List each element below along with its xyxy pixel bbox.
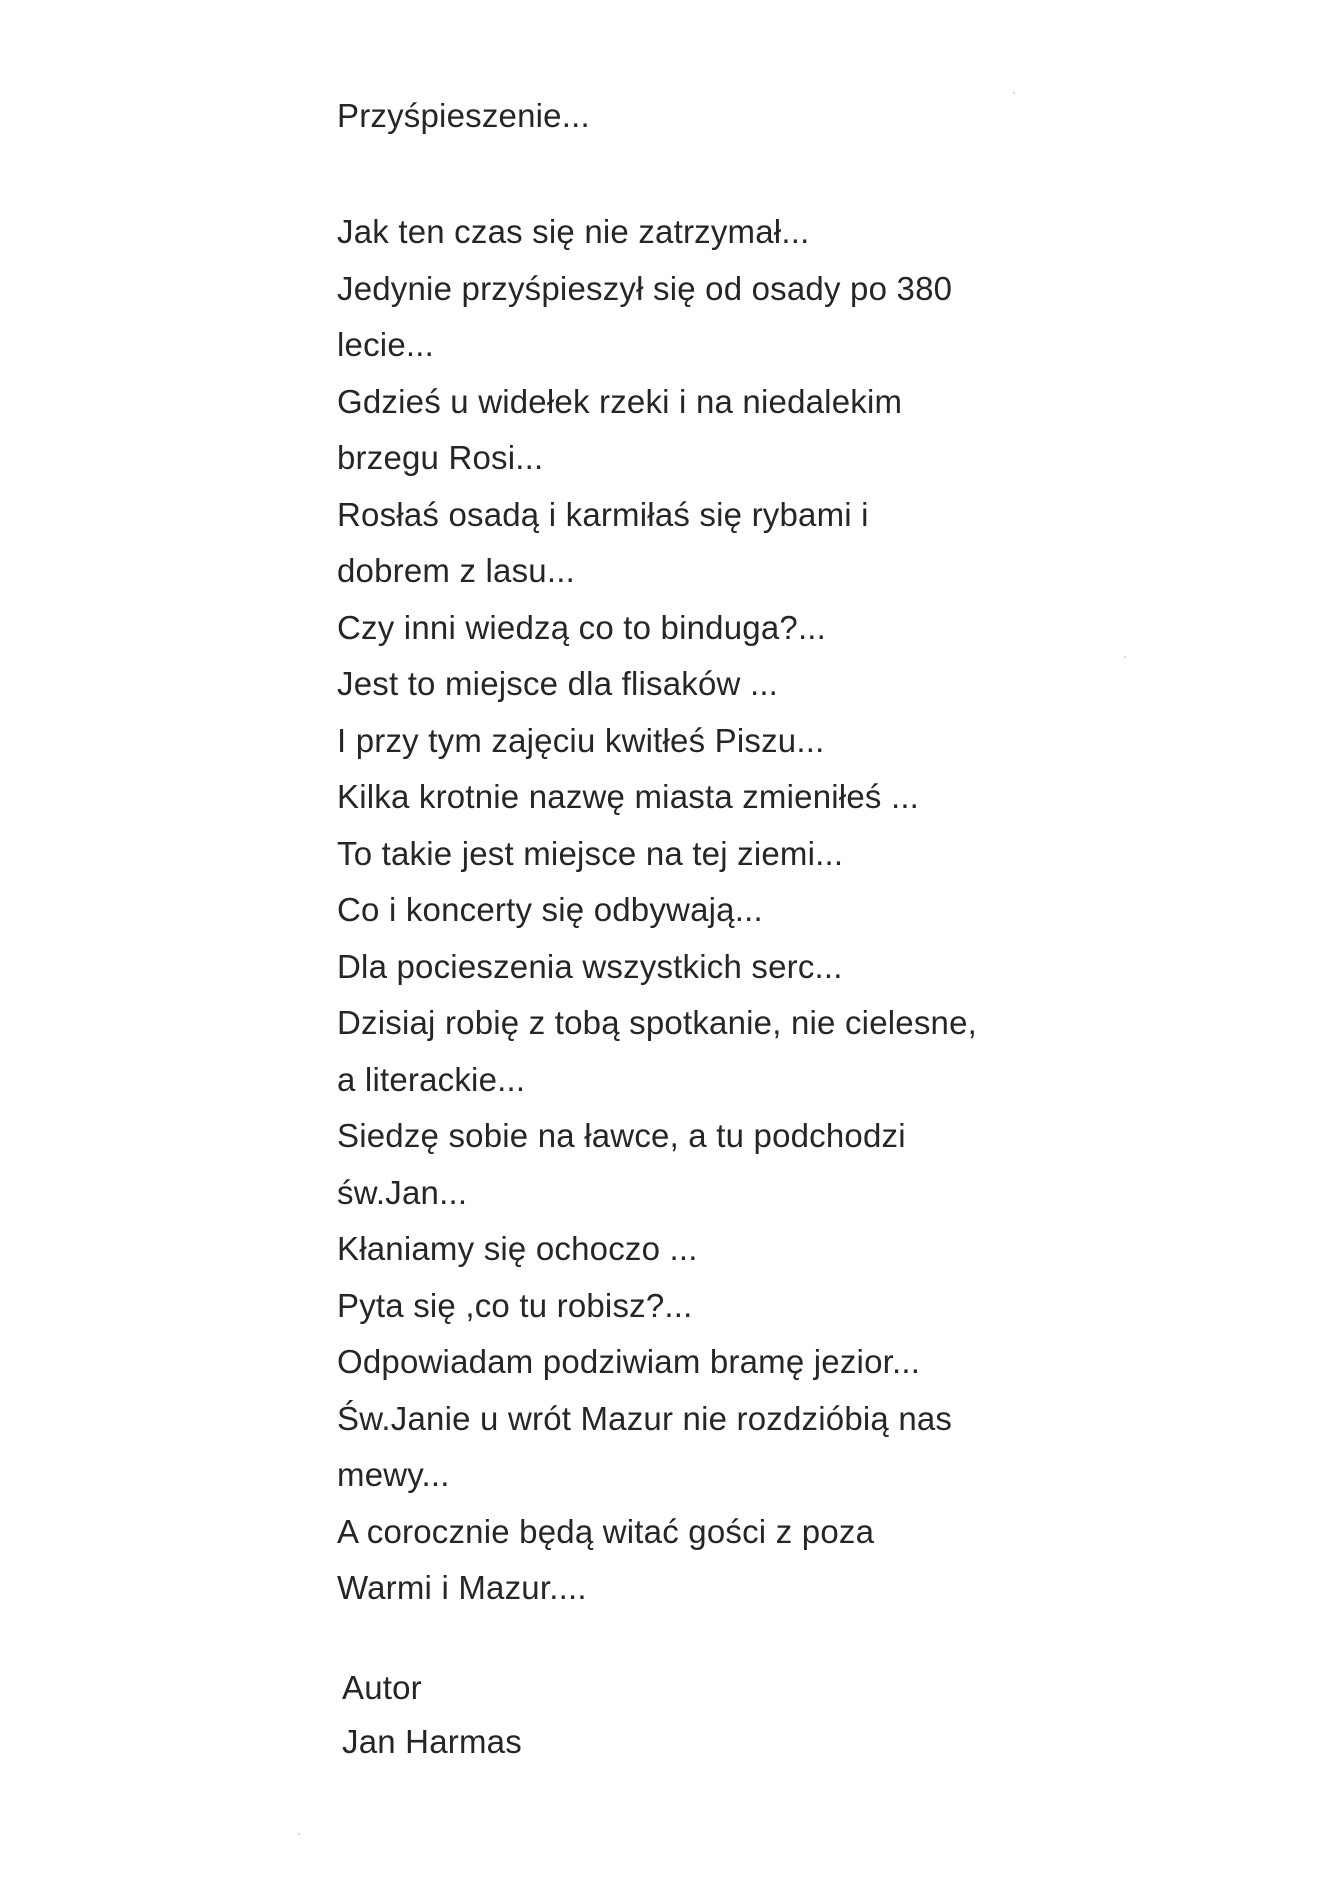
- poem-line: lecie...: [337, 326, 434, 363]
- poem-line: Pyta się ,co tu robisz?...: [337, 1286, 693, 1324]
- poem-line: Kilka krotnie nazwę miasta zmieniłeś ...: [337, 778, 920, 815]
- poem-line: Kłaniamy się ochoczo ...: [337, 1230, 698, 1267]
- poem-line: A corocznie będą witać gości z poza: [337, 1512, 875, 1550]
- poem-line: Jak ten czas się nie zatrzymał...: [337, 213, 810, 250]
- poem-line: Odpowiadam podziwiam bramę jezior...: [337, 1343, 921, 1380]
- poem-line: a literackie...: [337, 1060, 526, 1098]
- poem-line: Św.Janie u wrót Mazur nie rozdzióbią nas: [337, 1399, 953, 1437]
- poem-line: Jest to miejsce dla flisaków ...: [337, 665, 779, 702]
- poem-line: brzegu Rosi...: [337, 439, 544, 476]
- author-block: [342, 1661, 522, 1769]
- poem-line: dobrem z lasu...: [337, 552, 575, 589]
- poem-line: Co i koncerty się odbywają...: [337, 891, 763, 928]
- poem-line: Dla pocieszenia wszystkich serc...: [337, 947, 843, 985]
- author-label: Autor: [342, 1669, 422, 1706]
- poem-line: I przy tym zajęciu kwitłeś Piszu...: [337, 721, 825, 759]
- scan-speck: [1124, 656, 1126, 658]
- author-name: Jan Harmas: [342, 1723, 522, 1760]
- poem-line: Rosłaś osadą i karmiłaś się rybami i: [337, 495, 869, 533]
- poem-line: Czy inni wiedzą co to binduga?...: [337, 608, 827, 646]
- poem-line: mewy...: [337, 1456, 450, 1493]
- poem-line: To takie jest miejsce na tej ziemi...: [337, 834, 844, 872]
- poem-title: Przyśpieszenie...: [337, 97, 590, 134]
- poem-line: Dzisiaj robię z tobą spotkanie, nie cielesne,: [337, 1004, 978, 1041]
- poem-line: Jedynie przyśpieszył się od osady po 380: [337, 269, 953, 307]
- poem-line: Warmi i Mazur....: [337, 1569, 587, 1606]
- poem-line: Gdzieś u widełek rzeki i na niedalekim: [337, 382, 903, 420]
- poem-line: Siedzę sobie na ławce, a tu podchodzi: [337, 1117, 906, 1154]
- poem-line: św.Jan...: [337, 1173, 468, 1211]
- scan-speck: [298, 1833, 300, 1835]
- poem-body: [337, 204, 1097, 1617]
- scan-speck: [1013, 92, 1015, 94]
